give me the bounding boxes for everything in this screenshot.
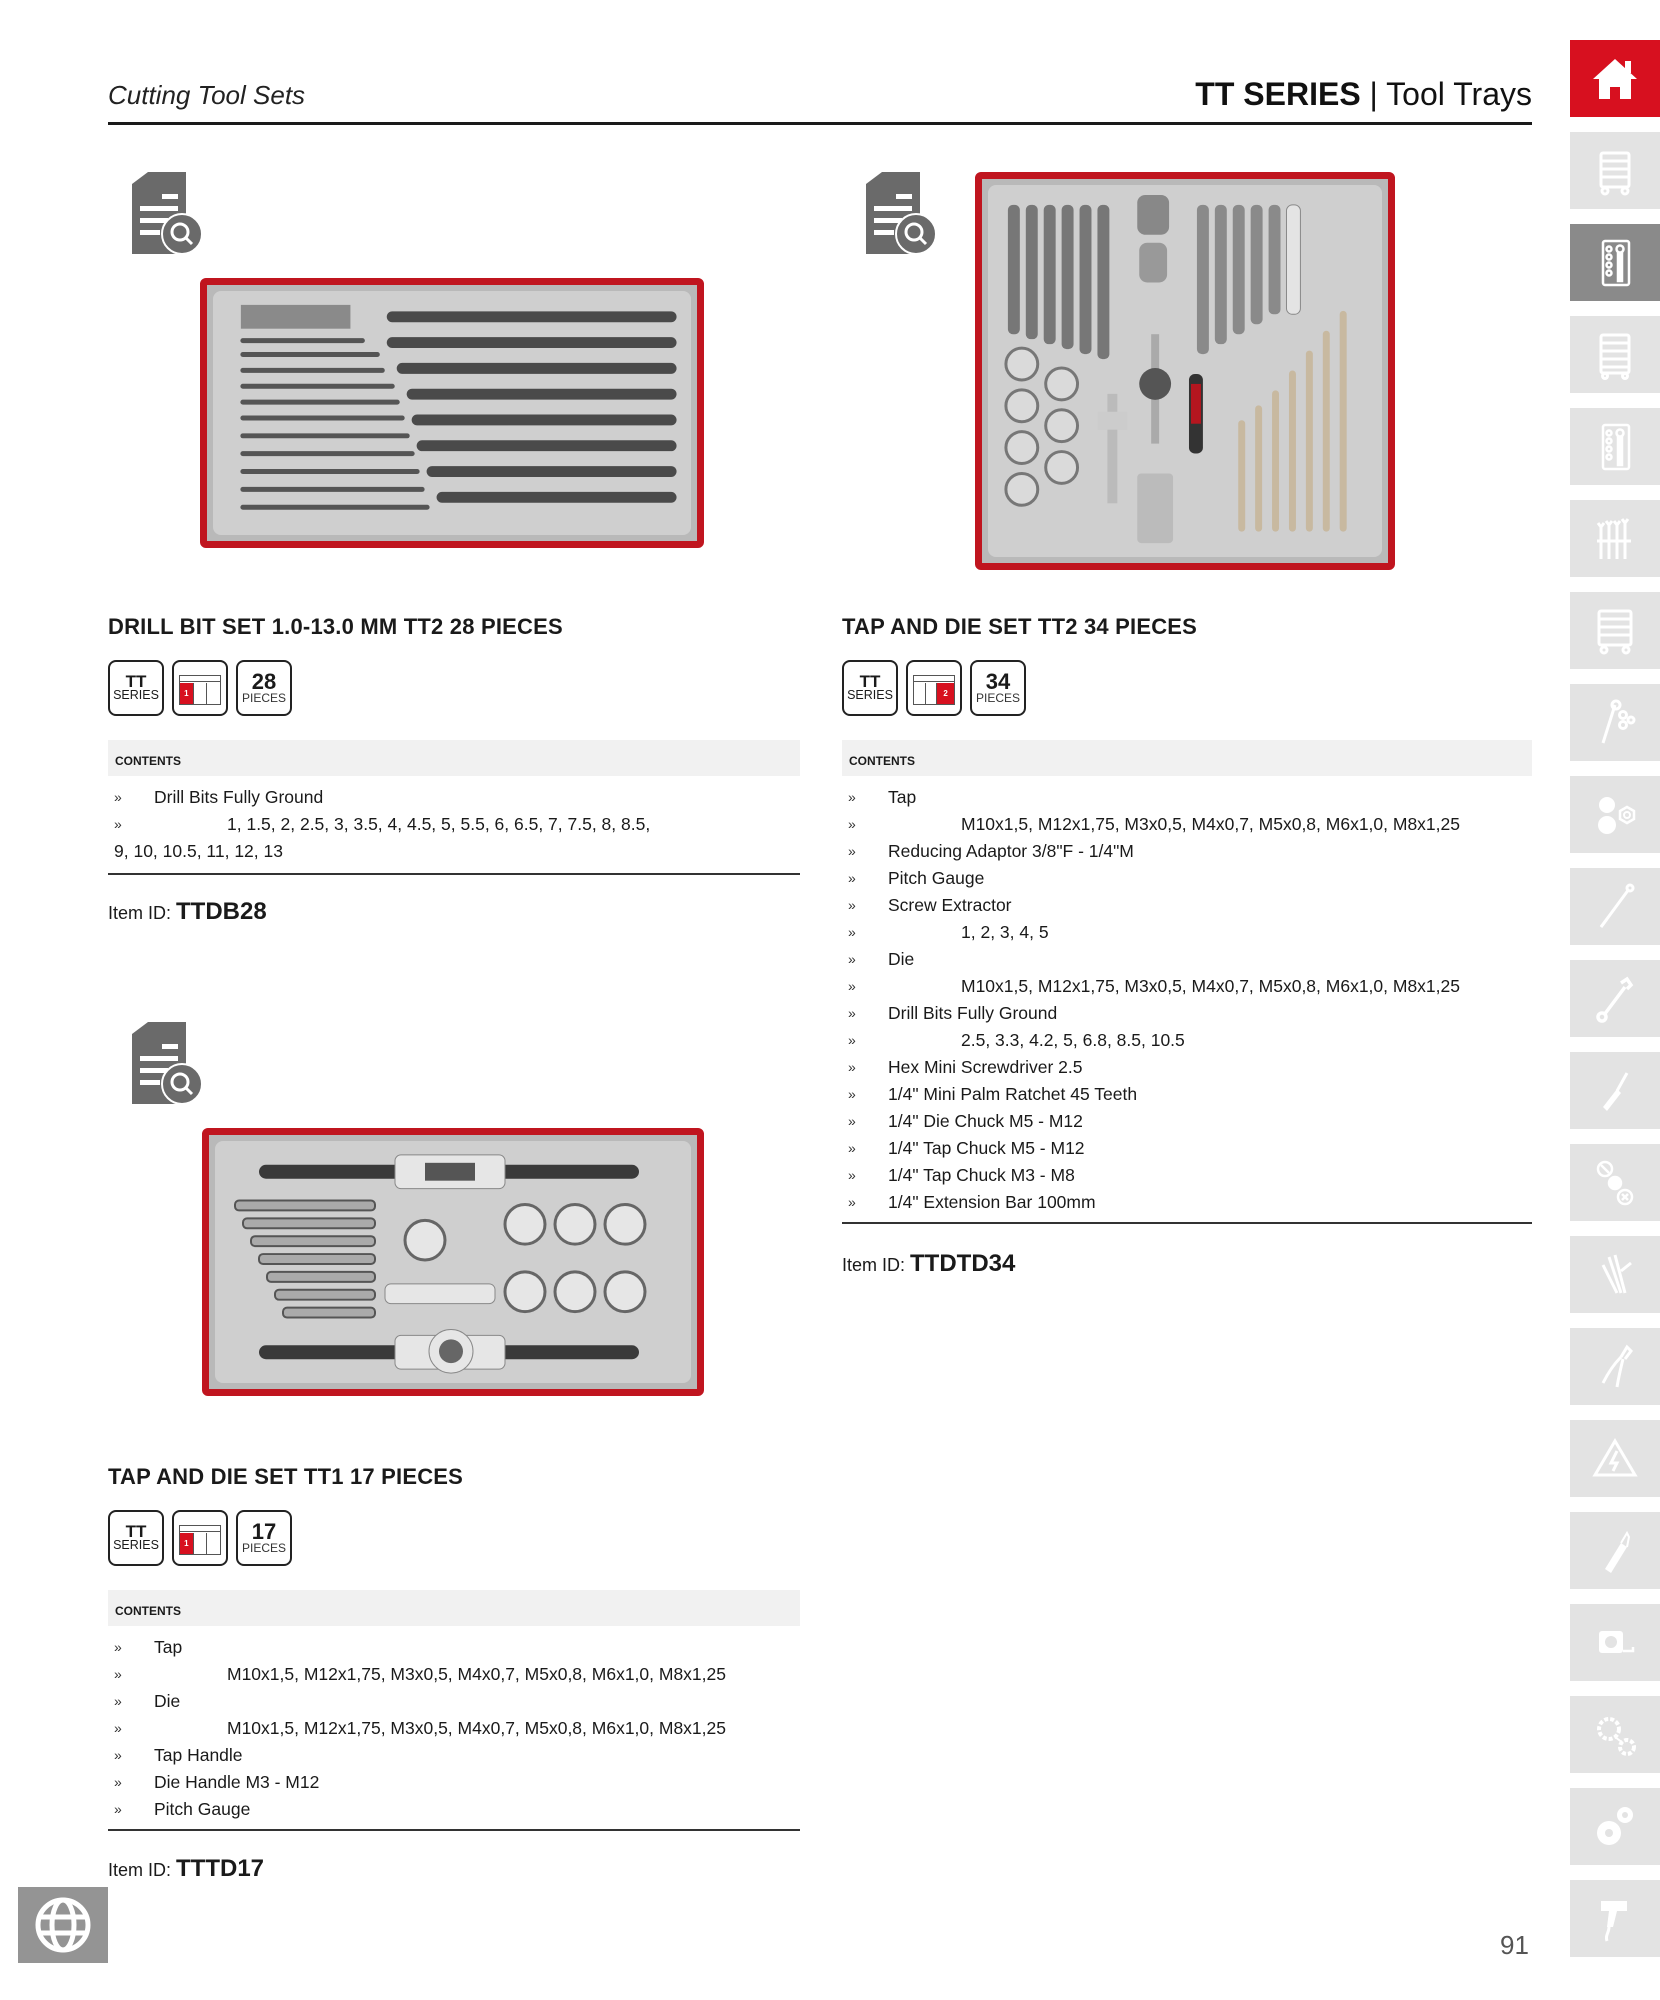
list-item-continuation: 9, 10, 10.5, 11, 12, 13 (114, 841, 283, 861)
sidebar-item-socket-trays[interactable] (1570, 408, 1660, 485)
list-item: » 1/4" Mini Palm Ratchet 45 Teeth (848, 1084, 1138, 1104)
contents-header: CONTENTS (108, 740, 800, 776)
sidebar-item-workbenches[interactable] (1570, 592, 1660, 669)
pieces-badge: 17 PIECES (236, 1510, 292, 1566)
screwdriver-icon (1587, 1063, 1643, 1119)
drill-bits-illustration (213, 291, 691, 535)
workbench-icon (1587, 603, 1643, 659)
contents-panel (108, 740, 800, 875)
torque-wrench-icon (1587, 879, 1643, 935)
tape-measure-icon (1587, 1615, 1643, 1671)
list-item: » 1/4" Die Chuck M5 - M12 (848, 1111, 1083, 1131)
tool-cabinet-icon (1587, 143, 1643, 199)
contents-list (842, 784, 1532, 1216)
list-item: » Tap (848, 787, 917, 807)
sidebar-item-roller-cabinets[interactable] (1570, 316, 1660, 393)
list-item: » Tap (114, 1637, 183, 1657)
list-item: » Hex Mini Screwdriver 2.5 (848, 1057, 1083, 1077)
item-id: Item ID: TTDTD34 (842, 1250, 1016, 1277)
contents-panel (842, 740, 1532, 1224)
knife-icon (1587, 1523, 1643, 1579)
contents-header: CONTENTS (108, 1590, 800, 1626)
ratchet-sockets-icon (1587, 695, 1643, 751)
tap-die-illustration (988, 185, 1382, 557)
pieces-badge: 28 PIECES (236, 660, 292, 716)
series-badge: TT SERIES (108, 1510, 164, 1566)
list-item: » 1, 1.5, 2, 2.5, 3, 3.5, 4, 4.5, 5, 5.5, 6, 6.5, 7, 7.5, 8, 8.5, (114, 814, 651, 834)
product-badges (108, 660, 292, 716)
list-item: » M10x1,5, M12x1,75, M3x0,5, M4x0,7, M5x0,8, M6x1,0, M8x1,25 (114, 1664, 726, 1684)
sidebar-item-tool-cabinets[interactable] (1570, 132, 1660, 209)
sidebar-item-wrench-sets[interactable] (1570, 500, 1660, 577)
document-search-icon (852, 170, 940, 258)
tray-size-badge: 1 (172, 660, 228, 716)
sidebar-item-tool-trays[interactable] (1570, 224, 1660, 301)
document-search-icon (118, 1020, 206, 1108)
list-item: » M10x1,5, M12x1,75, M3x0,5, M4x0,7, M5x0,8, M6x1,0, M8x1,25 (114, 1718, 726, 1738)
contents-rule (108, 873, 800, 875)
roller-cabinet-icon (1587, 327, 1643, 383)
list-item: » Screw Extractor (848, 895, 1012, 915)
list-item: » Pitch Gauge (848, 868, 985, 888)
list-item: » Die Handle M3 - M12 (114, 1772, 320, 1792)
contents-rule (108, 1829, 800, 1831)
contents-list (108, 784, 800, 865)
item-id: Item ID: TTTD17 (108, 1855, 265, 1882)
series-badge: TT SERIES (108, 660, 164, 716)
document-search-icon (118, 170, 206, 258)
gears-icon (1587, 1799, 1643, 1855)
bits-icon (1587, 1155, 1643, 1211)
contents-panel (108, 1590, 800, 1831)
page-number: 91 (1500, 1930, 1529, 1960)
wrench-set-icon (1587, 511, 1643, 567)
sidebar-item-spanners[interactable] (1570, 960, 1660, 1037)
list-item: » 1/4" Tap Chuck M3 - M8 (848, 1165, 1075, 1185)
product-image-drill-bit-tray (200, 278, 704, 548)
item-id-value: TTDB28 (176, 898, 267, 925)
home-icon (1587, 51, 1643, 107)
sidebar-item-automotive[interactable] (1570, 1696, 1660, 1773)
contents-list (108, 1634, 800, 1823)
series-separator: | (1360, 76, 1387, 112)
list-item: » Drill Bits Fully Ground (114, 787, 324, 807)
list-item: » 1/4" Tap Chuck M5 - M12 (848, 1138, 1085, 1158)
hex-key-icon (1587, 1247, 1643, 1303)
list-item: » 2.5, 3.3, 4.2, 5, 6.8, 8.5, 10.5 (848, 1030, 1185, 1050)
product-title: TAP AND DIE SET TT2 34 PIECES (842, 614, 1198, 639)
product-details-button[interactable] (118, 170, 206, 263)
tray-size-badge: 2 (906, 660, 962, 716)
list-item: » 1, 2, 3, 4, 5 (848, 922, 1049, 942)
language-button[interactable] (18, 1887, 108, 1963)
product-badges (842, 660, 1026, 716)
electrical-hazard-icon (1587, 1431, 1643, 1487)
list-item: » Pitch Gauge (114, 1799, 251, 1819)
pliers-icon (1587, 1339, 1643, 1395)
product-details-button[interactable] (852, 170, 940, 263)
product-details-button[interactable] (118, 1020, 206, 1113)
series-title (1195, 76, 1532, 113)
sidebar-item-screwdrivers[interactable] (1570, 1052, 1660, 1129)
list-item: » 1/4" Extension Bar 100mm (848, 1192, 1096, 1212)
product-title: DRILL BIT SET 1.0-13.0 MM TT2 28 PIECES (108, 614, 563, 639)
sidebar-item-bits[interactable] (1570, 1144, 1660, 1221)
series-subtitle: Tool Trays (1386, 76, 1532, 112)
list-item: » Drill Bits Fully Ground (848, 1003, 1058, 1023)
tap-die-illustration (215, 1141, 691, 1383)
product-title: TAP AND DIE SET TT1 17 PIECES (108, 1464, 464, 1489)
sidebar-item-pliers[interactable] (1570, 1328, 1660, 1405)
product-image-tap-die-tray-tt2 (975, 172, 1395, 570)
series-name: TT SERIES (1195, 76, 1361, 112)
gear-chain-icon (1587, 1707, 1643, 1763)
socket-tray-icon (1587, 419, 1643, 475)
sidebar-item-knives[interactable] (1570, 1512, 1660, 1589)
sidebar-item-hex-keys[interactable] (1570, 1236, 1660, 1313)
contents-rule (842, 1222, 1532, 1224)
power-tool-icon (1587, 1891, 1643, 1947)
sidebar-item-power-tools[interactable] (1570, 1880, 1660, 1957)
list-item: » M10x1,5, M12x1,75, M3x0,5, M4x0,7, M5x0,8, M6x1,0, M8x1,25 (848, 814, 1460, 834)
sidebar-item-ratchets[interactable] (1570, 684, 1660, 761)
sidebar-item-gears[interactable] (1570, 1788, 1660, 1865)
socket-tray-icon (1587, 235, 1643, 291)
list-item: » Die (848, 949, 915, 969)
list-item: » M10x1,5, M12x1,75, M3x0,5, M4x0,7, M5x0,8, M6x1,0, M8x1,25 (848, 976, 1460, 996)
spanner-icon (1587, 971, 1643, 1027)
series-badge: TT SERIES (842, 660, 898, 716)
contents-header: CONTENTS (842, 740, 1532, 776)
globe-icon (33, 1895, 93, 1955)
tray-size-badge: 1 (172, 1510, 228, 1566)
section-title: Cutting Tool Sets (108, 80, 306, 110)
item-id-value: TTDTD34 (910, 1250, 1016, 1277)
header-rule (108, 122, 1532, 125)
sidebar-item-torque-wrenches[interactable] (1570, 868, 1660, 945)
pieces-badge: 34 PIECES (970, 660, 1026, 716)
sidebar-item-sockets[interactable] (1570, 776, 1660, 853)
sidebar-home-button[interactable] (1570, 40, 1660, 117)
item-id-value: TTTD17 (176, 1855, 265, 1882)
item-id: Item ID: TTDB28 (108, 898, 267, 925)
list-item: » Tap Handle (114, 1745, 243, 1765)
list-item: » Reducing Adaptor 3/8"F - 1/4"M (848, 841, 1134, 861)
sidebar-item-measuring[interactable] (1570, 1604, 1660, 1681)
sidebar-item-electrical[interactable] (1570, 1420, 1660, 1497)
list-item: » Die (114, 1691, 181, 1711)
product-image-tap-die-tray-tt1 (202, 1128, 704, 1396)
sockets-icon (1587, 787, 1643, 843)
product-badges (108, 1510, 292, 1566)
